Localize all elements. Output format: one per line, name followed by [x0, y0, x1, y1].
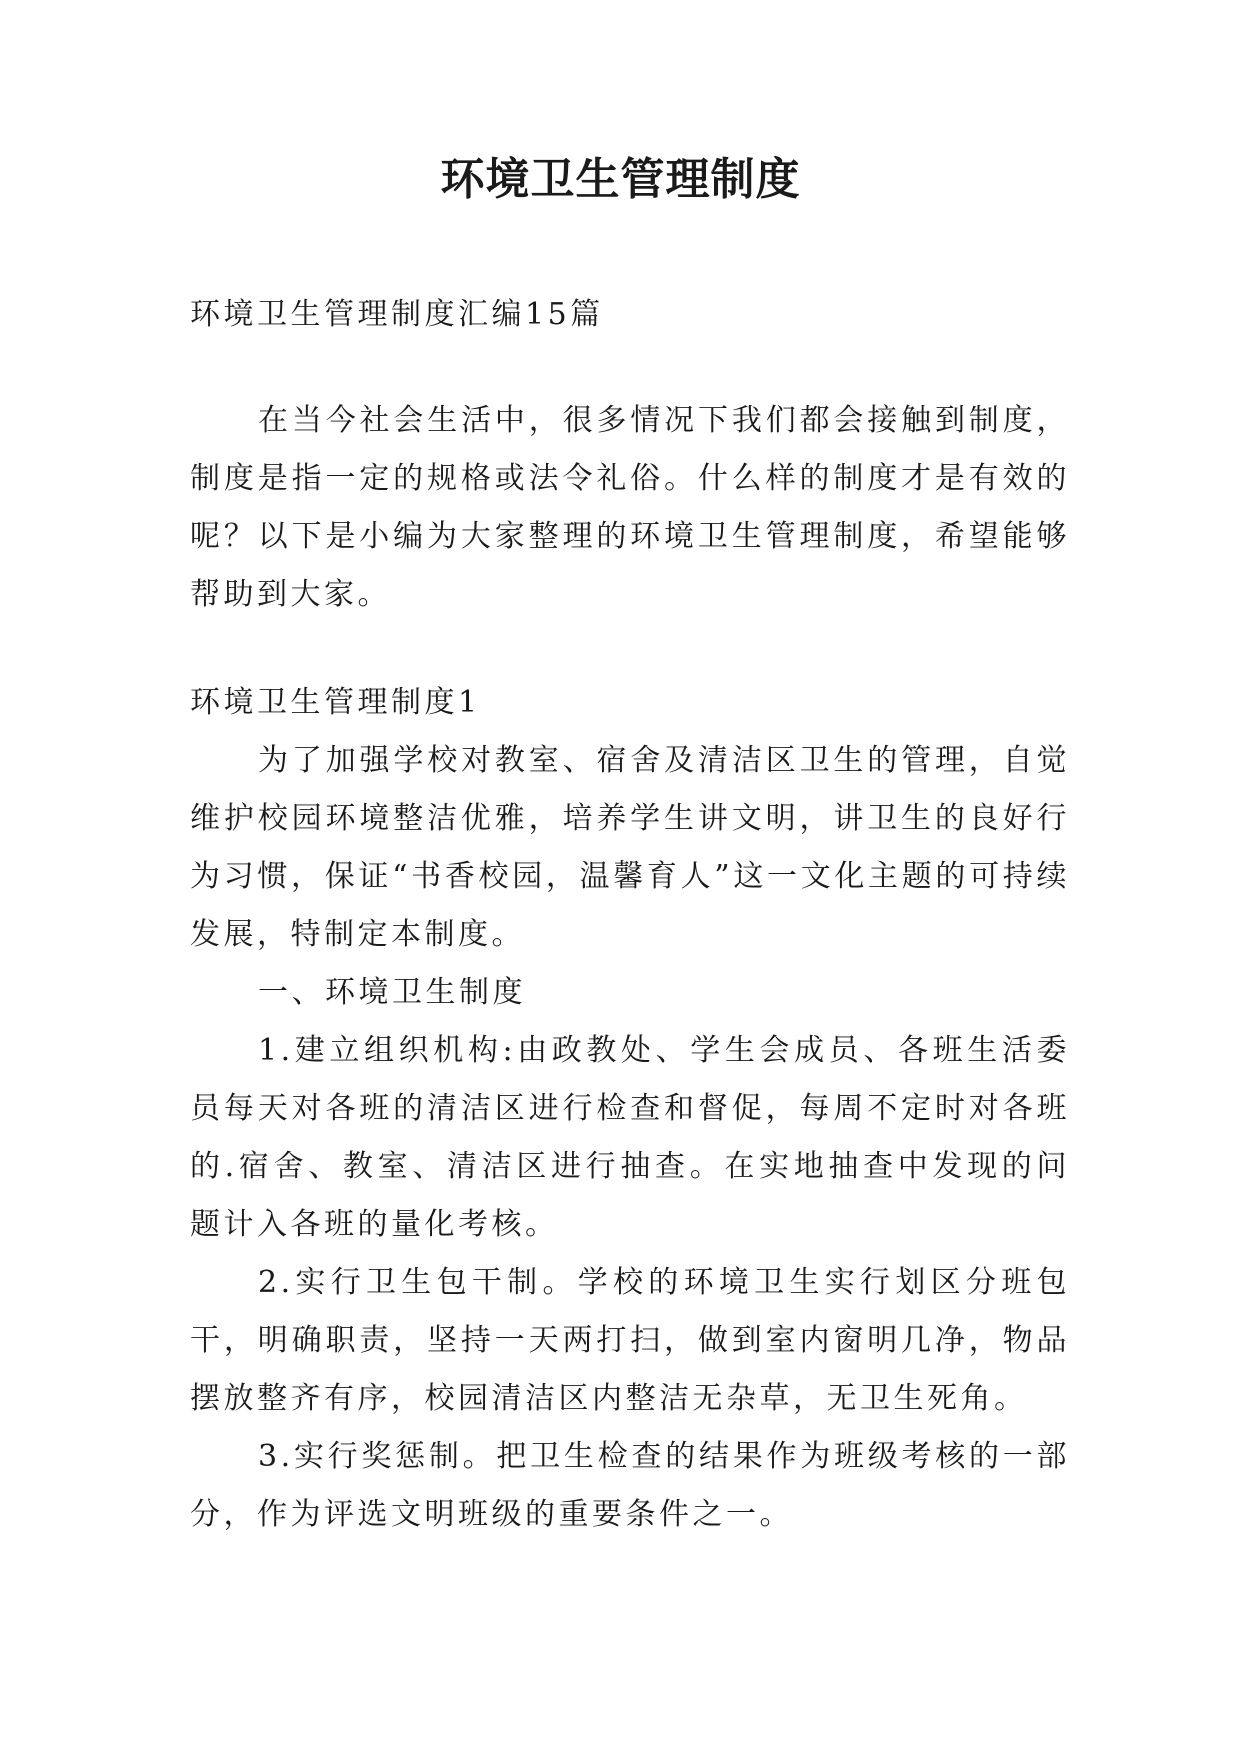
subsection-heading: 一、环境卫生制度	[258, 975, 526, 1010]
document-title: 环境卫生管理制度	[440, 154, 801, 205]
list-item: 3.实行奖惩制。把卫生检查的结果作为班级考核的一部分，作为评选文明班级的重要条件之一。	[190, 1439, 1070, 1532]
list-item: 2.实行卫生包干制。学校的环境卫生实行划区分班包干，明确职责，坚持一天两打扫，做到室内窗明几净，物品摆放整齐有序，校园清洁区内整洁无杂草，无卫生死角。	[190, 1265, 1070, 1416]
document-subtitle: 环境卫生管理制度汇编15篇	[190, 297, 604, 332]
section-heading: 环境卫生管理制度1	[190, 685, 481, 720]
document-body	[190, 286, 1070, 1544]
list-item: 1.建立组织机构:由政教处、学生会成员、各班生活委员每天对各班的清洁区进行检查和督促，每周不定时对各班的.宿舍、教室、清洁区进行抽查。在实地抽查中发现的问题计入各班的量化考核。	[190, 1033, 1070, 1242]
intro-paragraph: 在当今社会生活中，很多情况下我们都会接触到制度，制度是指一定的规格或法令礼俗。什么样的制度才是有效的呢？以下是小编为大家整理的环境卫生管理制度，希望能够帮助到大家。	[190, 403, 1070, 612]
section-paragraph: 为了加强学校对教室、宿舍及清洁区卫生的管理，自觉维护校园环境整洁优雅，培养学生讲文明，讲卫生的良好行为习惯，保证“书香校园，温馨育人”这一文化主题的可持续发展，特制定本制度。	[190, 743, 1070, 952]
